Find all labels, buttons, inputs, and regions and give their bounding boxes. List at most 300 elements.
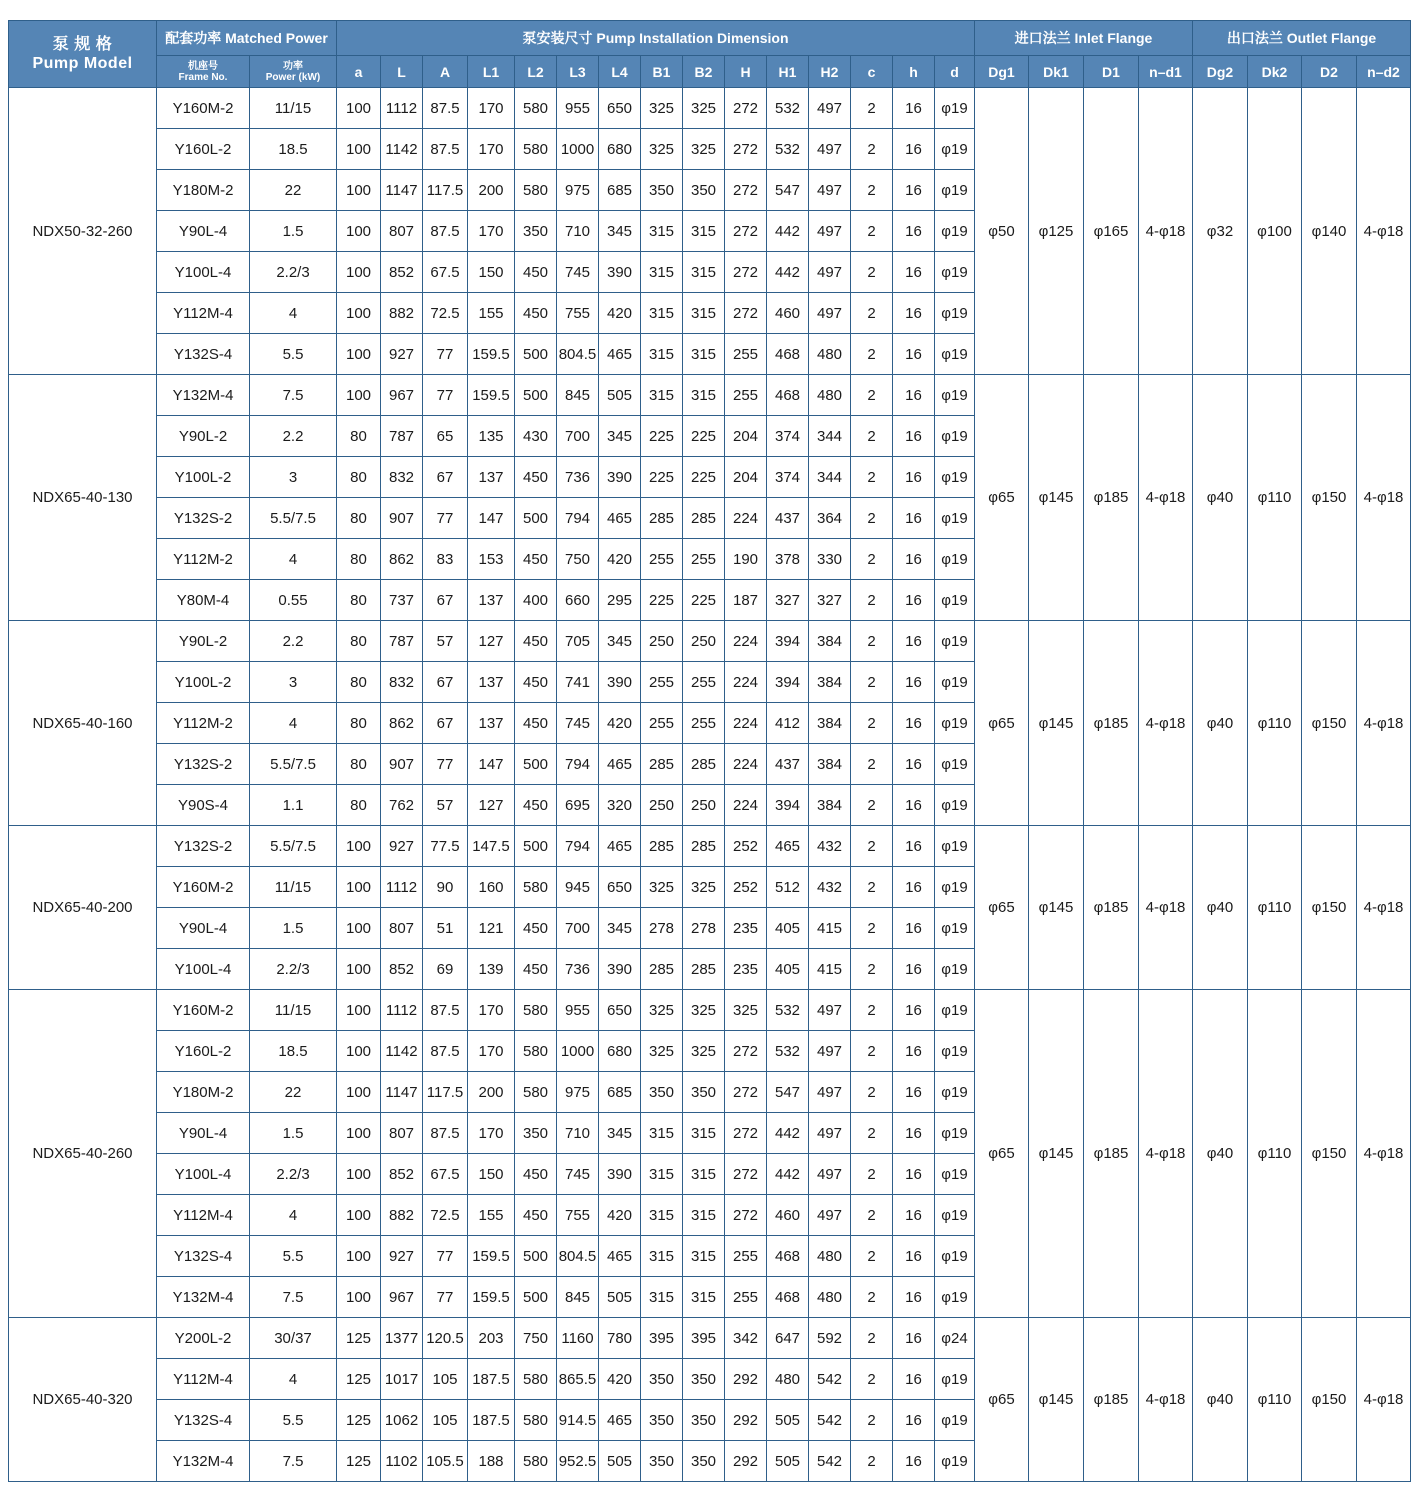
dimension-cell: 2	[851, 539, 893, 580]
inlet-flange-cell: φ185	[1084, 375, 1139, 621]
dimension-cell: 16	[893, 703, 935, 744]
dimension-cell: 285	[641, 949, 683, 990]
dimension-cell: 660	[557, 580, 599, 621]
dimension-cell: 67.5	[423, 252, 468, 293]
inlet-flange-cell: φ185	[1084, 826, 1139, 990]
dimension-cell: 2	[851, 1154, 893, 1195]
dimension-cell: 437	[767, 744, 809, 785]
outlet-flange-cell: φ40	[1193, 621, 1248, 826]
frame-no-cell: Y90L-2	[157, 416, 250, 457]
dim-header-8: B2	[683, 56, 725, 88]
dimension-cell: 327	[767, 580, 809, 621]
dimension-cell: 345	[599, 416, 641, 457]
power-cell: 4	[250, 1359, 337, 1400]
dimension-cell: 16	[893, 129, 935, 170]
dimension-cell: 497	[809, 1154, 851, 1195]
outlet-flange-cell: φ140	[1302, 88, 1357, 375]
dimension-cell: 100	[337, 88, 381, 129]
inlet-flange-cell: φ185	[1084, 1318, 1139, 1482]
dimension-cell: 390	[599, 252, 641, 293]
dimension-cell: 272	[725, 1154, 767, 1195]
dimension-cell: 450	[515, 457, 557, 498]
pump-model-cell: NDX65-40-200	[9, 826, 157, 990]
dimension-cell: φ19	[935, 1195, 975, 1236]
dimension-cell: 16	[893, 990, 935, 1031]
dimension-cell: 420	[599, 1195, 641, 1236]
dimension-cell: φ19	[935, 1113, 975, 1154]
dimension-cell: 2	[851, 1359, 893, 1400]
dimension-cell: φ19	[935, 334, 975, 375]
dimension-cell: 16	[893, 1400, 935, 1441]
dimension-cell: 327	[809, 580, 851, 621]
dimension-cell: 384	[809, 744, 851, 785]
dimension-cell: 480	[809, 1277, 851, 1318]
dimension-cell: 415	[809, 908, 851, 949]
dimension-cell: 292	[725, 1400, 767, 1441]
dimension-cell: 285	[641, 498, 683, 539]
power-cell: 5.5/7.5	[250, 498, 337, 539]
dimension-cell: 87.5	[423, 129, 468, 170]
dimension-cell: 745	[557, 252, 599, 293]
dimension-cell: 794	[557, 826, 599, 867]
dimension-cell: 450	[515, 621, 557, 662]
dimension-cell: 500	[515, 1277, 557, 1318]
dimension-cell: 2	[851, 129, 893, 170]
dimension-cell: 325	[641, 129, 683, 170]
dimension-cell: 127	[468, 785, 515, 826]
dimension-cell: 72.5	[423, 1195, 468, 1236]
power-cell: 1.5	[250, 211, 337, 252]
dimension-cell: φ19	[935, 375, 975, 416]
dimension-cell: 2	[851, 88, 893, 129]
dimension-cell: 532	[767, 990, 809, 1031]
frame-no-cell: Y112M-4	[157, 1359, 250, 1400]
dimension-cell: 320	[599, 785, 641, 826]
dimension-cell: 345	[599, 908, 641, 949]
pump-model-cell: NDX65-40-160	[9, 621, 157, 826]
dimension-cell: 80	[337, 703, 381, 744]
installation-dimension-header: 泵安装尺寸 Pump Installation Dimension	[337, 21, 975, 56]
dimension-cell: 255	[641, 703, 683, 744]
dimension-cell: 2	[851, 1072, 893, 1113]
dimension-cell: 100	[337, 334, 381, 375]
dimension-cell: 750	[557, 539, 599, 580]
outlet-flange-cell: φ40	[1193, 990, 1248, 1318]
dimension-cell: 325	[641, 88, 683, 129]
inlet-col-header-2: D1	[1084, 56, 1139, 88]
outlet-flange-cell: 4-φ18	[1357, 990, 1411, 1318]
dimension-cell: 415	[809, 949, 851, 990]
outlet-flange-cell: φ100	[1248, 88, 1302, 375]
dimension-cell: 87.5	[423, 990, 468, 1031]
inlet-flange-cell: 4-φ18	[1139, 1318, 1193, 1482]
dim-header-11: H2	[809, 56, 851, 88]
dimension-cell: 497	[809, 1072, 851, 1113]
dimension-cell: 807	[381, 211, 423, 252]
dimension-cell: 315	[683, 334, 725, 375]
dim-header-1: L	[381, 56, 423, 88]
dimension-cell: 16	[893, 908, 935, 949]
dimension-cell: 159.5	[468, 1236, 515, 1277]
dimension-cell: 225	[641, 580, 683, 621]
inlet-col-header-0: Dg1	[975, 56, 1029, 88]
dimension-cell: 420	[599, 703, 641, 744]
dimension-cell: 2	[851, 1113, 893, 1154]
dimension-cell: 255	[683, 539, 725, 580]
dimension-cell: 225	[683, 580, 725, 621]
outlet-flange-cell: φ150	[1302, 826, 1357, 990]
dimension-cell: 542	[809, 1400, 851, 1441]
dimension-cell: 927	[381, 826, 423, 867]
dimension-cell: 285	[683, 826, 725, 867]
dimension-cell: 650	[599, 990, 641, 1031]
dimension-cell: 90	[423, 867, 468, 908]
outlet-flange-cell: φ150	[1302, 375, 1357, 621]
dimension-cell: 1112	[381, 88, 423, 129]
outlet-flange-cell: φ110	[1248, 990, 1302, 1318]
power-cell: 4	[250, 539, 337, 580]
dimension-cell: 400	[515, 580, 557, 621]
table-row	[9, 375, 1411, 416]
power-cell: 18.5	[250, 1031, 337, 1072]
frame-no-cell: Y100L-4	[157, 949, 250, 990]
dimension-cell: 2	[851, 1236, 893, 1277]
table-row	[9, 88, 1411, 129]
dimension-cell: 2	[851, 1031, 893, 1072]
dimension-cell: 77	[423, 744, 468, 785]
dimension-cell: φ19	[935, 1277, 975, 1318]
dimension-cell: 505	[599, 1277, 641, 1318]
power-cell: 18.5	[250, 129, 337, 170]
dimension-cell: 278	[683, 908, 725, 949]
dimension-cell: φ19	[935, 703, 975, 744]
dim-header-3: L1	[468, 56, 515, 88]
dimension-cell: 272	[725, 129, 767, 170]
dimension-cell: 432	[809, 867, 851, 908]
dim-header-9: H	[725, 56, 767, 88]
dimension-cell: 159.5	[468, 375, 515, 416]
dimension-cell: 420	[599, 293, 641, 334]
dimension-cell: 852	[381, 949, 423, 990]
dimension-cell: φ19	[935, 88, 975, 129]
dimension-cell: 680	[599, 129, 641, 170]
frame-no-cell: Y132S-2	[157, 744, 250, 785]
dimension-cell: 170	[468, 88, 515, 129]
dimension-cell: 188	[468, 1441, 515, 1482]
outlet-flange-cell: φ110	[1248, 826, 1302, 990]
dimension-cell: 255	[725, 334, 767, 375]
dimension-cell: 650	[599, 867, 641, 908]
dimension-cell: φ19	[935, 867, 975, 908]
dimension-cell: 1160	[557, 1318, 599, 1359]
dimension-cell: 325	[683, 990, 725, 1031]
dimension-cell: 1000	[557, 129, 599, 170]
dimension-cell: 2	[851, 826, 893, 867]
dimension-cell: 700	[557, 416, 599, 457]
dimension-cell: 364	[809, 498, 851, 539]
outlet-col-header-3: n–d2	[1357, 56, 1411, 88]
dimension-cell: 647	[767, 1318, 809, 1359]
power-header-zh: 功率	[283, 60, 303, 72]
dimension-cell: 442	[767, 252, 809, 293]
dimension-cell: 16	[893, 1195, 935, 1236]
inlet-flange-cell: φ185	[1084, 990, 1139, 1318]
dimension-cell: 272	[725, 293, 767, 334]
dimension-cell: 147	[468, 498, 515, 539]
dimension-cell: 315	[641, 1277, 683, 1318]
outlet-flange-cell: 4-φ18	[1357, 88, 1411, 375]
dimension-cell: 465	[599, 1236, 641, 1277]
dimension-cell: 394	[767, 785, 809, 826]
dimension-cell: 497	[809, 129, 851, 170]
dimension-cell: 705	[557, 621, 599, 662]
pump-model-cell: NDX65-40-130	[9, 375, 157, 621]
frame-no-cell: Y112M-2	[157, 703, 250, 744]
dimension-cell: 292	[725, 1441, 767, 1482]
dimension-cell: 16	[893, 252, 935, 293]
dimension-cell: 450	[515, 785, 557, 826]
power-cell: 5.5/7.5	[250, 826, 337, 867]
dimension-cell: 252	[725, 867, 767, 908]
frame-no-cell: Y112M-4	[157, 1195, 250, 1236]
dimension-cell: 390	[599, 1154, 641, 1195]
dimension-cell: 16	[893, 580, 935, 621]
inlet-flange-cell: 4-φ18	[1139, 621, 1193, 826]
dimension-cell: 170	[468, 1031, 515, 1072]
dimension-cell: 405	[767, 949, 809, 990]
dimension-cell: 580	[515, 1441, 557, 1482]
dimension-cell: φ19	[935, 990, 975, 1031]
dimension-cell: 450	[515, 949, 557, 990]
dimension-cell: 762	[381, 785, 423, 826]
dimension-cell: 497	[809, 88, 851, 129]
dimension-cell: 882	[381, 1195, 423, 1236]
dimension-cell: 468	[767, 334, 809, 375]
dimension-cell: 155	[468, 293, 515, 334]
power-cell: 5.5	[250, 334, 337, 375]
dimension-cell: φ19	[935, 293, 975, 334]
dimension-cell: 16	[893, 1318, 935, 1359]
dimension-cell: φ19	[935, 416, 975, 457]
dimension-cell: 1112	[381, 990, 423, 1031]
dimension-cell: 87.5	[423, 88, 468, 129]
dimension-cell: 153	[468, 539, 515, 580]
dimension-cell: 350	[683, 1400, 725, 1441]
dimension-cell: 736	[557, 457, 599, 498]
dimension-cell: φ19	[935, 252, 975, 293]
dimension-cell: 780	[599, 1318, 641, 1359]
dimension-cell: 16	[893, 375, 935, 416]
dimension-cell: 137	[468, 580, 515, 621]
dimension-cell: 315	[683, 252, 725, 293]
dimension-cell: 16	[893, 1154, 935, 1195]
frame-no-cell: Y100L-4	[157, 252, 250, 293]
pump-spec-table	[8, 20, 1411, 1482]
dimension-cell: 160	[468, 867, 515, 908]
dimension-cell: 395	[683, 1318, 725, 1359]
dimension-cell: 480	[767, 1359, 809, 1400]
dimension-cell: 737	[381, 580, 423, 621]
frame-no-cell: Y100L-2	[157, 662, 250, 703]
frame-no-header	[157, 56, 250, 88]
inlet-flange-cell: 4-φ18	[1139, 375, 1193, 621]
dimension-cell: 224	[725, 621, 767, 662]
dimension-cell: 497	[809, 170, 851, 211]
dimension-cell: 315	[683, 1236, 725, 1277]
dimension-cell: 255	[683, 662, 725, 703]
dimension-cell: 292	[725, 1359, 767, 1400]
dimension-cell: 100	[337, 375, 381, 416]
dimension-cell: φ19	[935, 908, 975, 949]
frame-no-cell: Y132S-4	[157, 1236, 250, 1277]
dimension-cell: 952.5	[557, 1441, 599, 1482]
inlet-col-header-1: Dk1	[1029, 56, 1084, 88]
dimension-cell: 272	[725, 1195, 767, 1236]
dimension-cell: 295	[599, 580, 641, 621]
dimension-cell: 272	[725, 211, 767, 252]
outlet-flange-cell: φ110	[1248, 621, 1302, 826]
dimension-cell: 420	[599, 539, 641, 580]
dimension-cell: 170	[468, 211, 515, 252]
dimension-cell: 315	[641, 1113, 683, 1154]
frame-no-cell: Y160M-2	[157, 88, 250, 129]
dimension-cell: 374	[767, 416, 809, 457]
dimension-cell: 2	[851, 1277, 893, 1318]
table-row	[9, 1318, 1411, 1359]
outlet-col-header-2: D2	[1302, 56, 1357, 88]
dimension-cell: 105	[423, 1400, 468, 1441]
dimension-cell: 468	[767, 375, 809, 416]
frame-no-cell: Y90L-4	[157, 908, 250, 949]
dimension-cell: 77	[423, 334, 468, 375]
dimension-cell: 465	[599, 826, 641, 867]
dimension-cell: 315	[683, 1154, 725, 1195]
dimension-cell: 390	[599, 662, 641, 703]
frame-no-cell: Y132M-4	[157, 375, 250, 416]
dimension-cell: 2	[851, 1400, 893, 1441]
dimension-cell: φ19	[935, 211, 975, 252]
dimension-cell: 480	[809, 334, 851, 375]
dimension-cell: 450	[515, 1195, 557, 1236]
dimension-cell: 325	[641, 990, 683, 1031]
pump-model-cell: NDX65-40-320	[9, 1318, 157, 1482]
dimension-cell: 315	[683, 1113, 725, 1154]
power-cell: 11/15	[250, 990, 337, 1031]
pump-model-cell: NDX65-40-260	[9, 990, 157, 1318]
dimension-cell: 807	[381, 908, 423, 949]
frame-no-cell: Y200L-2	[157, 1318, 250, 1359]
dimension-cell: 117.5	[423, 170, 468, 211]
dimension-cell: 505	[599, 1441, 641, 1482]
inlet-flange-cell: 4-φ18	[1139, 990, 1193, 1318]
dimension-cell: 285	[641, 826, 683, 867]
dimension-cell: 65	[423, 416, 468, 457]
outlet-flange-cell: φ32	[1193, 88, 1248, 375]
dimension-cell: 532	[767, 88, 809, 129]
power-cell: 4	[250, 1195, 337, 1236]
dimension-cell: 465	[599, 744, 641, 785]
dimension-cell: 685	[599, 1072, 641, 1113]
dim-header-14: d	[935, 56, 975, 88]
dimension-cell: 272	[725, 1113, 767, 1154]
dimension-cell: 80	[337, 744, 381, 785]
outlet-flange-cell: 4-φ18	[1357, 375, 1411, 621]
dimension-cell: 315	[683, 1277, 725, 1318]
frame-no-header-en: Frame No.	[178, 71, 228, 83]
dimension-cell: φ19	[935, 1441, 975, 1482]
dimension-cell: φ19	[935, 621, 975, 662]
dimension-cell: 325	[641, 1031, 683, 1072]
outlet-flange-cell: φ40	[1193, 1318, 1248, 1482]
power-cell: 1.5	[250, 908, 337, 949]
dimension-cell: 450	[515, 1154, 557, 1195]
dimension-cell: 2	[851, 703, 893, 744]
dimension-cell: 460	[767, 293, 809, 334]
dimension-cell: 77	[423, 375, 468, 416]
inlet-flange-cell: φ65	[975, 990, 1029, 1318]
dimension-cell: 794	[557, 498, 599, 539]
dimension-cell: 2	[851, 785, 893, 826]
dimension-cell: φ19	[935, 170, 975, 211]
dimension-cell: 16	[893, 621, 935, 662]
dimension-cell: 150	[468, 252, 515, 293]
inlet-flange-cell: φ50	[975, 88, 1029, 375]
dimension-cell: 315	[683, 293, 725, 334]
dimension-cell: 315	[641, 1195, 683, 1236]
dimension-cell: 16	[893, 785, 935, 826]
power-cell: 3	[250, 662, 337, 703]
dimension-cell: 350	[641, 1400, 683, 1441]
dimension-cell: 187	[725, 580, 767, 621]
dimension-cell: 16	[893, 293, 935, 334]
pump-model-cell: NDX50-32-260	[9, 88, 157, 375]
inlet-flange-cell: φ145	[1029, 1318, 1084, 1482]
dimension-cell: 2	[851, 908, 893, 949]
dimension-cell: 914.5	[557, 1400, 599, 1441]
dimension-cell: 2	[851, 170, 893, 211]
outlet-flange-cell: φ150	[1302, 1318, 1357, 1482]
dimension-cell: φ19	[935, 744, 975, 785]
dimension-cell: 1147	[381, 170, 423, 211]
dimension-cell: 468	[767, 1236, 809, 1277]
inlet-flange-cell: φ185	[1084, 621, 1139, 826]
dimension-cell: 200	[468, 1072, 515, 1113]
dimension-cell: 500	[515, 498, 557, 539]
dimension-cell: 285	[683, 744, 725, 785]
power-cell: 5.5/7.5	[250, 744, 337, 785]
dimension-cell: 592	[809, 1318, 851, 1359]
dimension-cell: 384	[809, 621, 851, 662]
dimension-cell: 394	[767, 662, 809, 703]
dimension-cell: 80	[337, 498, 381, 539]
dimension-cell: 580	[515, 1031, 557, 1072]
power-cell: 2.2/3	[250, 252, 337, 293]
dimension-cell: 67	[423, 457, 468, 498]
dimension-cell: 497	[809, 990, 851, 1031]
frame-no-cell: Y90L-4	[157, 211, 250, 252]
dimension-cell: 945	[557, 867, 599, 908]
dimension-cell: 500	[515, 334, 557, 375]
dimension-cell: 350	[683, 1441, 725, 1482]
frame-no-cell: Y132M-4	[157, 1277, 250, 1318]
dimension-cell: 225	[683, 457, 725, 498]
dimension-cell: 741	[557, 662, 599, 703]
dimension-cell: 350	[515, 1113, 557, 1154]
dimension-cell: 580	[515, 1400, 557, 1441]
dimension-cell: 794	[557, 744, 599, 785]
dimension-cell: φ19	[935, 498, 975, 539]
dimension-cell: 542	[809, 1359, 851, 1400]
